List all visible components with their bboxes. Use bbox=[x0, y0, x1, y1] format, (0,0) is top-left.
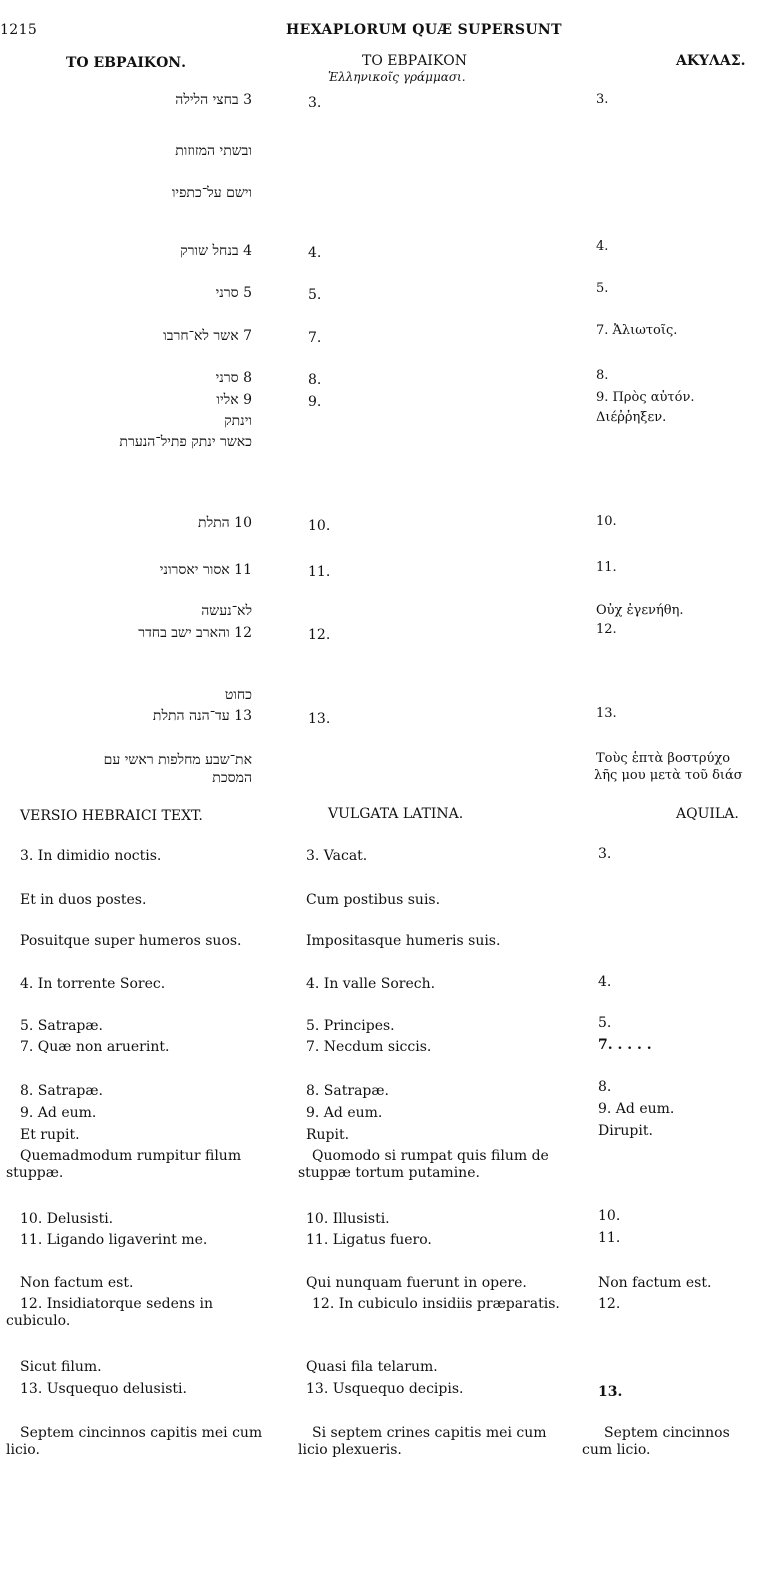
hebrew-line: 11 אסור יאסרוני bbox=[159, 562, 252, 578]
column-header-vulgata: VULGATA LATINA. bbox=[328, 806, 464, 822]
aquila-latin-line: 8. bbox=[598, 1079, 612, 1095]
vulgata-line: Cum postibus suis. bbox=[306, 892, 441, 908]
column-header-transliteration: ΤΟ ΕΒΡΑΙΚΟΝ bbox=[362, 53, 468, 69]
vulgata-line: 3. Vacat. bbox=[306, 848, 368, 864]
versio-line: Posuitque super humeros suos. bbox=[20, 933, 242, 949]
aquila-latin-line: 13. bbox=[598, 1384, 623, 1400]
page-number: 1215 bbox=[0, 22, 38, 38]
versio-line: 8. Satrapæ. bbox=[20, 1083, 103, 1099]
vulgata-line: 5. Principes. bbox=[306, 1018, 395, 1034]
aquila-line: 5. bbox=[596, 281, 609, 296]
hebrew-line: 10 התלת bbox=[198, 515, 252, 531]
vulgata-line: Quomodo si rumpat quis filum de stuppæ tortum putamine. bbox=[298, 1148, 549, 1181]
verse-number: 10. bbox=[308, 518, 331, 534]
column-header-hebrew: ΤΟ ΕΒΡΑΙΚΟΝ. bbox=[66, 55, 186, 71]
vulgata-line: 13. Usquequo decipis. bbox=[306, 1381, 464, 1397]
running-title: HEXAPLORUM QUÆ SUPERSUNT bbox=[286, 22, 562, 38]
aquila-line: 7. Ἀλιωτοῖς. bbox=[596, 323, 678, 338]
aquila-line: Οὐχ ἐγενήθη. bbox=[596, 603, 684, 618]
hebrew-line: המסכת bbox=[212, 770, 252, 786]
aquila-latin-line: Septem cincinnos cum licio. bbox=[582, 1425, 730, 1458]
hebrew-line: 3 בחצי הלילה bbox=[175, 92, 252, 108]
vulgata-line: Si septem crines capitis mei cum licio plexueris. bbox=[298, 1425, 547, 1458]
versio-line: 11. Ligando ligaverint me. bbox=[20, 1232, 208, 1248]
versio-line: Et rupit. bbox=[20, 1127, 80, 1143]
hebrew-line: כחוט bbox=[224, 687, 252, 703]
column-subheader-transliteration: Ἑλληνικοῖς γράμμασι. bbox=[328, 70, 466, 84]
verse-number: 5. bbox=[308, 287, 322, 303]
verse-number: 3. bbox=[308, 95, 322, 111]
vulgata-line: Rupit. bbox=[306, 1127, 350, 1143]
hebrew-line: וינתק bbox=[224, 413, 252, 429]
versio-line: 9. Ad eum. bbox=[20, 1105, 97, 1121]
hebrew-line: 4 בנחל שורק bbox=[180, 243, 252, 259]
aquila-line: λῆς μου μετὰ τοῦ διάσ bbox=[594, 768, 743, 783]
aquila-latin-line: 11. bbox=[598, 1230, 621, 1246]
column-header-aquila-latin: AQUILA. bbox=[676, 806, 739, 822]
aquila-line: 3. bbox=[596, 92, 609, 107]
hebrew-line: 8 סרני bbox=[215, 370, 252, 386]
aquila-line: 12. bbox=[596, 622, 617, 637]
aquila-line: Τοὺς ἑπτὰ βοστρύχο bbox=[596, 751, 731, 766]
hebrew-line: 5 סרני bbox=[215, 285, 252, 301]
aquila-latin-line: 10. bbox=[598, 1208, 621, 1224]
versio-line: 10. Delusisti. bbox=[20, 1211, 114, 1227]
aquila-line: 10. bbox=[596, 514, 617, 529]
vulgata-line: 12. In cubiculo insidiis præparatis. bbox=[312, 1296, 560, 1312]
versio-line: 7. Quæ non aruerint. bbox=[20, 1039, 170, 1055]
versio-line: 4. In torrente Sorec. bbox=[20, 976, 166, 992]
vulgata-line: Quasi fila telarum. bbox=[306, 1359, 438, 1375]
column-header-versio: VERSIO HEBRAICI TEXT. bbox=[20, 808, 203, 824]
hebrew-line: וישם על־כתפיו bbox=[171, 185, 252, 201]
versio-line: Quemadmodum rumpitur filum stuppæ. bbox=[6, 1148, 242, 1181]
aquila-latin-line: 9. Ad eum. bbox=[598, 1101, 675, 1117]
verse-number: 9. bbox=[308, 394, 322, 410]
aquila-line: 13. bbox=[596, 706, 617, 721]
verse-number: 12. bbox=[308, 627, 331, 643]
versio-line: 3. In dimidio noctis. bbox=[20, 848, 162, 864]
aquila-line: 8. bbox=[596, 368, 609, 383]
aquila-latin-line: 4. bbox=[598, 974, 612, 990]
vulgata-line: Impositasque humeris suis. bbox=[306, 933, 501, 949]
aquila-line: 4. bbox=[596, 239, 609, 254]
aquila-latin-line: 7. . . . . bbox=[598, 1037, 652, 1053]
aquila-line: 11. bbox=[596, 560, 617, 575]
versio-line: Septem cincinnos capitis mei cum licio. bbox=[6, 1425, 263, 1458]
versio-line: 12. Insidiatorque sedens in cubiculo. bbox=[6, 1296, 214, 1329]
aquila-latin-line: Dirupit. bbox=[598, 1123, 653, 1139]
hebrew-line: ובשתי המזוזות bbox=[175, 143, 252, 159]
aquila-latin-line: 3. bbox=[598, 846, 612, 862]
hebrew-line: לא־נעשה bbox=[201, 603, 252, 619]
versio-line: Et in duos postes. bbox=[20, 892, 147, 908]
vulgata-line: 4. In valle Sorech. bbox=[306, 976, 436, 992]
verse-number: 11. bbox=[308, 564, 331, 580]
hebrew-line: את־שבע מחלפות ראשי עם bbox=[103, 752, 252, 768]
versio-line: Non factum est. bbox=[20, 1275, 134, 1291]
hebrew-line: 13 עד־הנה התלת bbox=[152, 708, 252, 724]
vulgata-line: 10. Illusisti. bbox=[306, 1211, 390, 1227]
aquila-line: 9. Πρὸς αὐτόν. bbox=[596, 390, 695, 405]
versio-line: 5. Satrapæ. bbox=[20, 1018, 103, 1034]
vulgata-line: 8. Satrapæ. bbox=[306, 1083, 389, 1099]
versio-line: 13. Usquequo delusisti. bbox=[20, 1381, 187, 1397]
hebrew-line: 12 והארב ישב בחדר bbox=[138, 625, 252, 641]
aquila-latin-line: 12. bbox=[598, 1296, 621, 1312]
vulgata-line: 7. Necdum siccis. bbox=[306, 1039, 432, 1055]
aquila-latin-line: 5. bbox=[598, 1015, 612, 1031]
aquila-line: Διέῤῥηξεν. bbox=[596, 410, 667, 425]
verse-number: 13. bbox=[308, 711, 331, 727]
vulgata-line: Qui nunquam fuerunt in opere. bbox=[306, 1275, 527, 1291]
column-header-aquila: ΑΚΥΛΑΣ. bbox=[676, 53, 746, 69]
verse-number: 4. bbox=[308, 245, 322, 261]
vulgata-line: 9. Ad eum. bbox=[306, 1105, 383, 1121]
versio-line: Sicut filum. bbox=[20, 1359, 102, 1375]
hebrew-line: 9 אליו bbox=[216, 392, 252, 408]
aquila-latin-line: Non factum est. bbox=[598, 1275, 712, 1291]
verse-number: 8. bbox=[308, 372, 322, 388]
hebrew-line: 7 אשר לא־חרבו bbox=[163, 328, 252, 344]
verse-number: 7. bbox=[308, 330, 322, 346]
vulgata-line: 11. Ligatus fuero. bbox=[306, 1232, 432, 1248]
hebrew-line: כאשר ינתק פתיל־הנערת bbox=[119, 434, 252, 450]
